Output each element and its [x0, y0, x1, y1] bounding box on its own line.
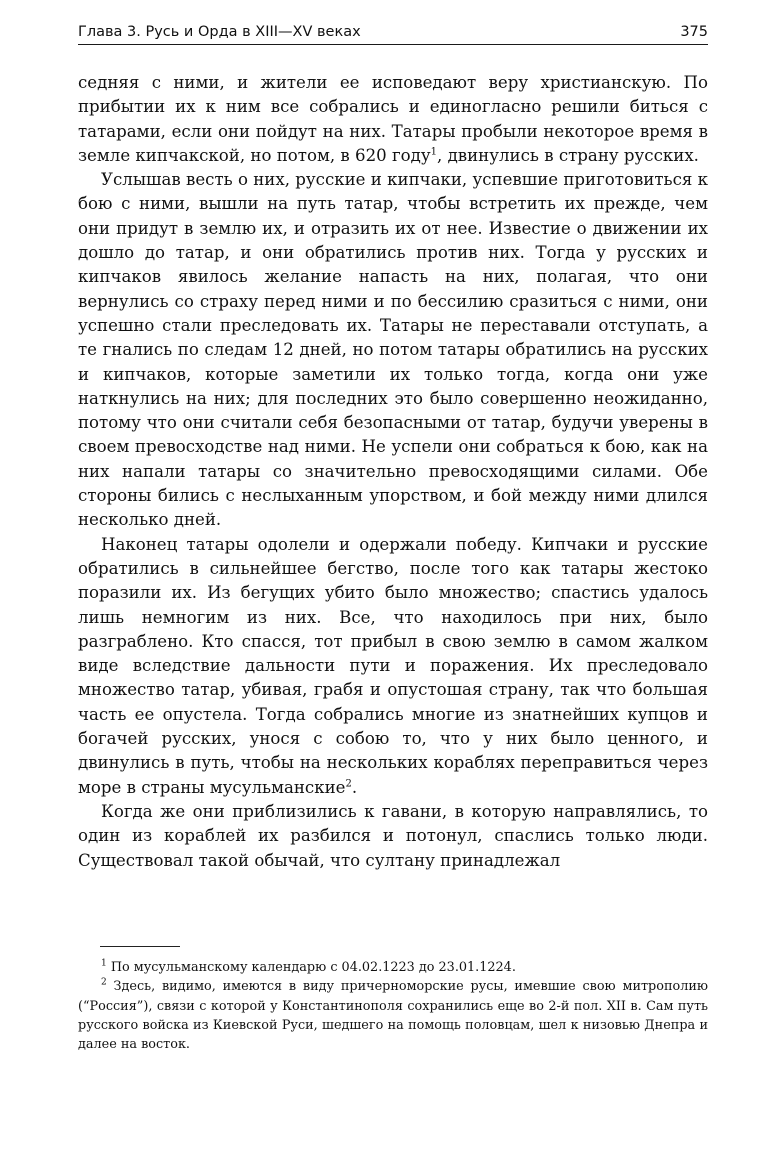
main-text [78, 71, 708, 873]
paragraph-text-tail: , двинулись в страну русских. [437, 145, 699, 165]
paragraph-text: седняя с ними, и жители ее исповедают веру христианскую. По прибытии их к ним все собрались и единогласно решили биться с татарами, если они пойдут на них. Татары пробыли некоторое время в земле кипчакской, но потом, в 620 году [78, 73, 708, 165]
paragraph-text: Наконец татары одолели и одержали победу. Кипчаки и русские обратились в сильнейшее бегство, после того как татары жестоко поразили их. Из бегущих убито было множество; спастись удалось лишь немногим из них. Все, что находилось при них, было разграблено. Кто спасся, тот прибыл в свою землю в самом жалком виде вследствие дальности пути и поражения. Их преследовало множество татар, убивая, грабя и опустошая страну, так что большая часть ее опустела. Тогда собрались многие из знатнейших купцов и богачей русских, унося с собою то, что у них было ценного, и двинулись в путь, чтобы на нескольких кораблях переправиться через море в страны мусульманские [78, 534, 708, 797]
footnote [78, 958, 708, 977]
paragraph [78, 168, 708, 532]
footnote-ref: 1 [430, 146, 438, 158]
footnote-marker: 2 [101, 978, 107, 989]
paragraph [78, 800, 708, 873]
chapter-title: Глава 3. Русь и Орда в XIII—XV веках [78, 24, 361, 40]
footnote-ref: 2 [345, 778, 352, 790]
paragraph-continued [78, 71, 708, 168]
running-header [78, 22, 708, 45]
paragraph-text: Услышав весть о них, русские и кипчаки, успевшие приготовиться к бою с ними, вышли на путь татар, чтобы встретить их прежде, чем они придут в землю их, и отразить их от нее. Известие о движении их дошло до татар, и они обратились против них. Тогда у русских и кипчаков явилось желание напасть на них, полагая, что они вернулись со страху перед ними и по бессилию сразиться с ними, они успешно стали преследовать их. Татары не переставали отступать, а те гнались по следам 12 дней, но потом татары обратились на русских и кипчаков, которые заметили их только тогда, когда они уже наткнулись на них; для последних это было совершенно неожиданно, потому что они считали себя безопасными от татар, будучи уверены в своем превосходстве над ними. Не успели они собраться к бою, как на них напали татары со значительно превосходящими силами. Обе стороны бились с неслыханным упорством, и бой между ними длился несколько дней. [78, 170, 708, 530]
paragraph-text-tail: . [351, 777, 358, 797]
footnote [78, 977, 708, 1054]
footnote-marker: 1 [101, 958, 107, 969]
paragraph-text: Когда же они приблизились к гавани, в которую направлялись, то один из кораблей их разбился и потонул, спаслись только люди. Существовал такой обычай, что султану принадлежал [78, 801, 708, 870]
footnote-divider [100, 946, 180, 947]
footnote-text: По мусульманскому календарю с 04.02.1223 до 23.01.1224. [110, 960, 516, 975]
footnotes [78, 958, 708, 1054]
footnote-text: Здесь, видимо, имеются в виду причерноморские русы, имевшие свою митрополию (“Россия”), связи с которой у Константинополя сохранились еще во 2-й пол. XII в. Сам путь русского войска из Киевской Руси, шедшего на помощь половцам, шел к низовью Днепра и далее на восток. [78, 979, 708, 1053]
paragraph [78, 533, 708, 800]
page-number: 375 [680, 24, 708, 40]
